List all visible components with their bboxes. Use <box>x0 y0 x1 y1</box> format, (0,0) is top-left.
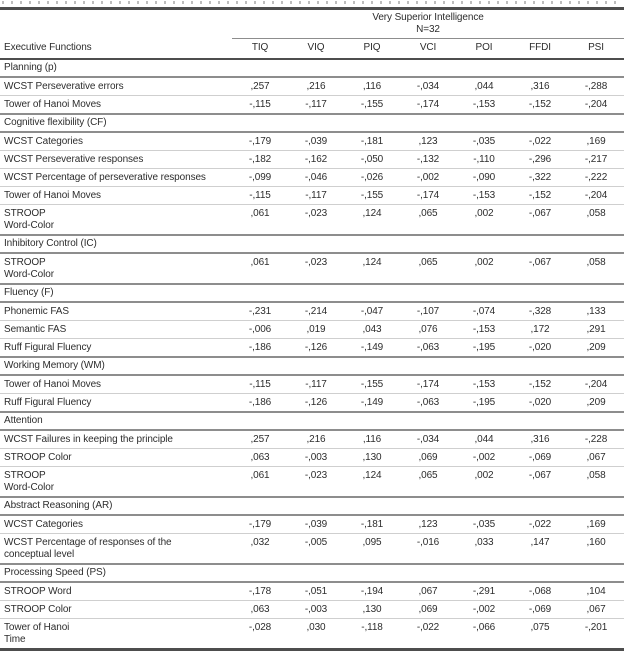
column-header-ffdi: FFDI <box>512 39 568 60</box>
section-row <box>0 235 624 253</box>
correlation-value: ,104 <box>568 582 624 601</box>
correlation-value: ,169 <box>568 515 624 534</box>
correlation-value: -,174 <box>400 96 456 115</box>
row-header-label: Executive Functions <box>0 39 232 60</box>
correlation-value: ,130 <box>344 449 400 467</box>
correlation-value: -,153 <box>456 375 512 394</box>
correlation-value: ,291 <box>568 321 624 339</box>
table-body <box>0 59 624 650</box>
correlation-value: ,123 <box>400 515 456 534</box>
table-row <box>0 321 624 339</box>
row-label-line: STROOP <box>4 207 46 219</box>
row-label-line: Tower of Hanoi Moves <box>4 189 101 201</box>
spanner-cell <box>232 9 624 39</box>
correlation-value: ,067 <box>568 601 624 619</box>
table-row <box>0 187 624 205</box>
correlation-value: -,022 <box>512 132 568 151</box>
table-row <box>0 534 624 565</box>
row-label-line: STROOP <box>4 469 46 481</box>
column-header-piq: PIQ <box>344 39 400 60</box>
correlation-value: -,186 <box>232 394 288 413</box>
column-header-row <box>0 39 624 60</box>
row-label <box>0 96 232 115</box>
correlation-value: -,069 <box>512 601 568 619</box>
correlation-value: ,123 <box>400 132 456 151</box>
table-row <box>0 375 624 394</box>
row-label <box>0 205 232 236</box>
table-row <box>0 582 624 601</box>
correlation-value: ,044 <box>456 77 512 96</box>
section-header-label: Abstract Reasoning (AR) <box>0 497 624 515</box>
section-header-label: Attention <box>0 412 624 430</box>
correlation-value: -,022 <box>512 515 568 534</box>
row-label-line: WCST Categories <box>4 135 83 147</box>
row-label-line: Word-Color <box>4 219 54 231</box>
correlation-value: -,035 <box>456 132 512 151</box>
row-label <box>0 449 232 467</box>
section-row <box>0 497 624 515</box>
correlation-value: -,034 <box>400 77 456 96</box>
correlation-value: -,002 <box>400 169 456 187</box>
correlation-value: -,039 <box>288 515 344 534</box>
correlation-table <box>0 7 624 651</box>
correlation-value: -,153 <box>456 96 512 115</box>
correlation-value: -,115 <box>232 375 288 394</box>
row-label <box>0 132 232 151</box>
table-row <box>0 467 624 498</box>
row-label <box>0 582 232 601</box>
row-label <box>0 394 232 413</box>
correlation-value: -,074 <box>456 302 512 321</box>
correlation-value: ,061 <box>232 205 288 236</box>
table-row <box>0 619 624 650</box>
correlation-value: -,003 <box>288 601 344 619</box>
table-row <box>0 430 624 449</box>
correlation-value: ,069 <box>400 449 456 467</box>
correlation-value: -,023 <box>288 253 344 284</box>
correlation-value: -,153 <box>456 321 512 339</box>
column-header-tiq: TIQ <box>232 39 288 60</box>
correlation-value: -,063 <box>400 339 456 358</box>
correlation-value: -,152 <box>512 187 568 205</box>
row-label <box>0 321 232 339</box>
correlation-value: -,222 <box>568 169 624 187</box>
correlation-value: -,047 <box>344 302 400 321</box>
correlation-value: ,032 <box>232 534 288 565</box>
correlation-value: -,068 <box>512 582 568 601</box>
correlation-value: -,204 <box>568 375 624 394</box>
correlation-value: -,117 <box>288 187 344 205</box>
correlation-value: -,039 <box>288 132 344 151</box>
correlation-value: ,147 <box>512 534 568 565</box>
correlation-value: -,217 <box>568 151 624 169</box>
correlation-value: -,322 <box>512 169 568 187</box>
correlation-value: -,228 <box>568 430 624 449</box>
row-label-line: Word-Color <box>4 481 54 493</box>
correlation-value: -,296 <box>512 151 568 169</box>
row-label <box>0 302 232 321</box>
row-label <box>0 515 232 534</box>
correlation-value: -,117 <box>288 96 344 115</box>
row-label-line: Phonemic FAS <box>4 305 69 317</box>
paper-table-page <box>0 1 624 651</box>
correlation-value: -,231 <box>232 302 288 321</box>
correlation-value: ,169 <box>568 132 624 151</box>
correlation-value: -,181 <box>344 132 400 151</box>
correlation-value: -,117 <box>288 375 344 394</box>
correlation-value: -,186 <box>232 339 288 358</box>
row-label-line: STROOP Word <box>4 585 72 597</box>
correlation-value: ,209 <box>568 339 624 358</box>
correlation-value: -,182 <box>232 151 288 169</box>
correlation-value: -,050 <box>344 151 400 169</box>
correlation-value: -,178 <box>232 582 288 601</box>
row-label <box>0 375 232 394</box>
section-header-label: Inhibitory Control (IC) <box>0 235 624 253</box>
correlation-value: -,063 <box>400 394 456 413</box>
column-header-vci: VCI <box>400 39 456 60</box>
row-label-line: Word-Color <box>4 268 54 280</box>
row-label-line: Time <box>4 633 26 645</box>
row-label-line: Ruff Figural Fluency <box>4 341 92 353</box>
column-header-psi: PSI <box>568 39 624 60</box>
row-label-line: STROOP Color <box>4 603 72 615</box>
table-row <box>0 339 624 358</box>
correlation-value: ,124 <box>344 205 400 236</box>
correlation-value: -,291 <box>456 582 512 601</box>
correlation-value: -,107 <box>400 302 456 321</box>
correlation-value: ,063 <box>232 601 288 619</box>
correlation-value: -,174 <box>400 187 456 205</box>
correlation-value: -,023 <box>288 205 344 236</box>
table-row <box>0 394 624 413</box>
correlation-value: -,155 <box>344 375 400 394</box>
correlation-value: -,195 <box>456 394 512 413</box>
section-row <box>0 114 624 132</box>
row-label-line: WCST Percentage of responses of the <box>4 536 172 548</box>
row-label-line: Semantic FAS <box>4 323 67 335</box>
correlation-value: -,162 <box>288 151 344 169</box>
row-label-line: Ruff Figural Fluency <box>4 396 92 408</box>
table-row <box>0 515 624 534</box>
correlation-value: ,216 <box>288 430 344 449</box>
row-label-line: conceptual level <box>4 548 75 560</box>
row-label <box>0 430 232 449</box>
correlation-value: ,058 <box>568 205 624 236</box>
correlation-value: ,061 <box>232 467 288 498</box>
correlation-value: -,003 <box>288 449 344 467</box>
correlation-value: -,204 <box>568 187 624 205</box>
correlation-value: -,152 <box>512 375 568 394</box>
correlation-value: ,002 <box>456 205 512 236</box>
correlation-value: -,020 <box>512 339 568 358</box>
correlation-value: -,288 <box>568 77 624 96</box>
correlation-value: ,316 <box>512 430 568 449</box>
cropped-caption-fragment <box>2 1 622 4</box>
row-label <box>0 339 232 358</box>
correlation-value: -,069 <box>512 449 568 467</box>
table-row <box>0 302 624 321</box>
correlation-value: -,214 <box>288 302 344 321</box>
correlation-value: -,006 <box>232 321 288 339</box>
correlation-value: -,201 <box>568 619 624 650</box>
correlation-value: -,204 <box>568 96 624 115</box>
correlation-value: ,065 <box>400 253 456 284</box>
section-row <box>0 564 624 582</box>
correlation-value: -,149 <box>344 339 400 358</box>
correlation-value: -,174 <box>400 375 456 394</box>
correlation-value: -,179 <box>232 515 288 534</box>
correlation-value: -,067 <box>512 467 568 498</box>
correlation-value: -,126 <box>288 339 344 358</box>
row-label <box>0 253 232 284</box>
section-header-label: Cognitive flexibility (CF) <box>0 114 624 132</box>
correlation-value: ,124 <box>344 467 400 498</box>
correlation-value: -,179 <box>232 132 288 151</box>
correlation-value: -,155 <box>344 187 400 205</box>
correlation-value: ,076 <box>400 321 456 339</box>
column-header-poi: POI <box>456 39 512 60</box>
correlation-value: ,033 <box>456 534 512 565</box>
correlation-value: ,044 <box>456 430 512 449</box>
correlation-value: ,075 <box>512 619 568 650</box>
table-row <box>0 151 624 169</box>
correlation-value: ,130 <box>344 601 400 619</box>
correlation-value: ,209 <box>568 394 624 413</box>
correlation-value: -,110 <box>456 151 512 169</box>
correlation-value: -,115 <box>232 96 288 115</box>
table-row <box>0 132 624 151</box>
correlation-value: -,194 <box>344 582 400 601</box>
row-label-line: WCST Categories <box>4 518 83 530</box>
row-label <box>0 619 232 650</box>
correlation-value: -,002 <box>456 601 512 619</box>
section-header-label: Processing Speed (PS) <box>0 564 624 582</box>
correlation-value: -,118 <box>344 619 400 650</box>
table-row <box>0 601 624 619</box>
correlation-value: ,030 <box>288 619 344 650</box>
correlation-value: -,005 <box>288 534 344 565</box>
correlation-value: -,115 <box>232 187 288 205</box>
correlation-value: -,020 <box>512 394 568 413</box>
correlation-value: ,019 <box>288 321 344 339</box>
correlation-value: -,023 <box>288 467 344 498</box>
correlation-value: -,099 <box>232 169 288 187</box>
correlation-value: -,149 <box>344 394 400 413</box>
correlation-value: ,058 <box>568 253 624 284</box>
correlation-value: -,002 <box>456 449 512 467</box>
correlation-value: ,116 <box>344 77 400 96</box>
section-header-label: Fluency (F) <box>0 284 624 302</box>
row-label-line: WCST Percentage of perseverative responses <box>4 171 206 183</box>
row-label-line: WCST Perseverative responses <box>4 153 144 165</box>
section-header-label: Working Memory (WM) <box>0 357 624 375</box>
correlation-value: -,035 <box>456 515 512 534</box>
row-label-line: STROOP <box>4 256 46 268</box>
section-row <box>0 357 624 375</box>
correlation-value: -,034 <box>400 430 456 449</box>
correlation-value: ,116 <box>344 430 400 449</box>
correlation-value: ,002 <box>456 467 512 498</box>
section-header-label: Planning (p) <box>0 59 624 77</box>
correlation-value: -,067 <box>512 253 568 284</box>
correlation-value: ,160 <box>568 534 624 565</box>
spanner-sample-size: N=32 <box>416 24 440 35</box>
correlation-value: ,058 <box>568 467 624 498</box>
row-label <box>0 534 232 565</box>
spanner-title: Very Superior Intelligence <box>372 12 484 23</box>
column-header-viq: VIQ <box>288 39 344 60</box>
row-label-line: Tower of Hanoi <box>4 621 70 633</box>
correlation-value: ,067 <box>568 449 624 467</box>
row-label-line: WCST Failures in keeping the principle <box>4 433 173 445</box>
correlation-value: ,065 <box>400 467 456 498</box>
correlation-value: -,067 <box>512 205 568 236</box>
correlation-value: ,133 <box>568 302 624 321</box>
correlation-value: -,132 <box>400 151 456 169</box>
correlation-value: ,069 <box>400 601 456 619</box>
correlation-value: -,328 <box>512 302 568 321</box>
correlation-value: -,153 <box>456 187 512 205</box>
correlation-value: ,063 <box>232 449 288 467</box>
correlation-value: -,152 <box>512 96 568 115</box>
row-label <box>0 601 232 619</box>
table-row <box>0 449 624 467</box>
row-label-line: Tower of Hanoi Moves <box>4 98 101 110</box>
correlation-value: -,022 <box>400 619 456 650</box>
row-label-line: WCST Perseverative errors <box>4 80 124 92</box>
spanner-empty-cell <box>0 9 232 39</box>
correlation-value: ,043 <box>344 321 400 339</box>
spanner-row <box>0 9 624 39</box>
correlation-value: -,126 <box>288 394 344 413</box>
row-label <box>0 77 232 96</box>
correlation-value: -,195 <box>456 339 512 358</box>
correlation-value: ,216 <box>288 77 344 96</box>
section-row <box>0 284 624 302</box>
table-row <box>0 205 624 236</box>
table-row <box>0 77 624 96</box>
correlation-value: -,026 <box>344 169 400 187</box>
table-row <box>0 96 624 115</box>
correlation-value: ,095 <box>344 534 400 565</box>
table-header <box>0 9 624 60</box>
correlation-value: -,028 <box>232 619 288 650</box>
correlation-value: ,061 <box>232 253 288 284</box>
correlation-value: ,124 <box>344 253 400 284</box>
table-row <box>0 169 624 187</box>
row-label <box>0 169 232 187</box>
row-label <box>0 151 232 169</box>
row-label-line: STROOP Color <box>4 451 72 463</box>
correlation-value: -,181 <box>344 515 400 534</box>
correlation-value: ,172 <box>512 321 568 339</box>
correlation-value: -,066 <box>456 619 512 650</box>
correlation-value: -,155 <box>344 96 400 115</box>
section-row <box>0 59 624 77</box>
correlation-value: -,090 <box>456 169 512 187</box>
correlation-value: ,065 <box>400 205 456 236</box>
section-row <box>0 412 624 430</box>
correlation-value: ,002 <box>456 253 512 284</box>
correlation-value: ,257 <box>232 77 288 96</box>
correlation-value: -,016 <box>400 534 456 565</box>
correlation-value: ,257 <box>232 430 288 449</box>
row-label-line: Tower of Hanoi Moves <box>4 378 101 390</box>
correlation-value: ,067 <box>400 582 456 601</box>
row-label <box>0 187 232 205</box>
correlation-value: ,316 <box>512 77 568 96</box>
correlation-value: -,051 <box>288 582 344 601</box>
row-label <box>0 467 232 498</box>
correlation-value: -,046 <box>288 169 344 187</box>
table-row <box>0 253 624 284</box>
